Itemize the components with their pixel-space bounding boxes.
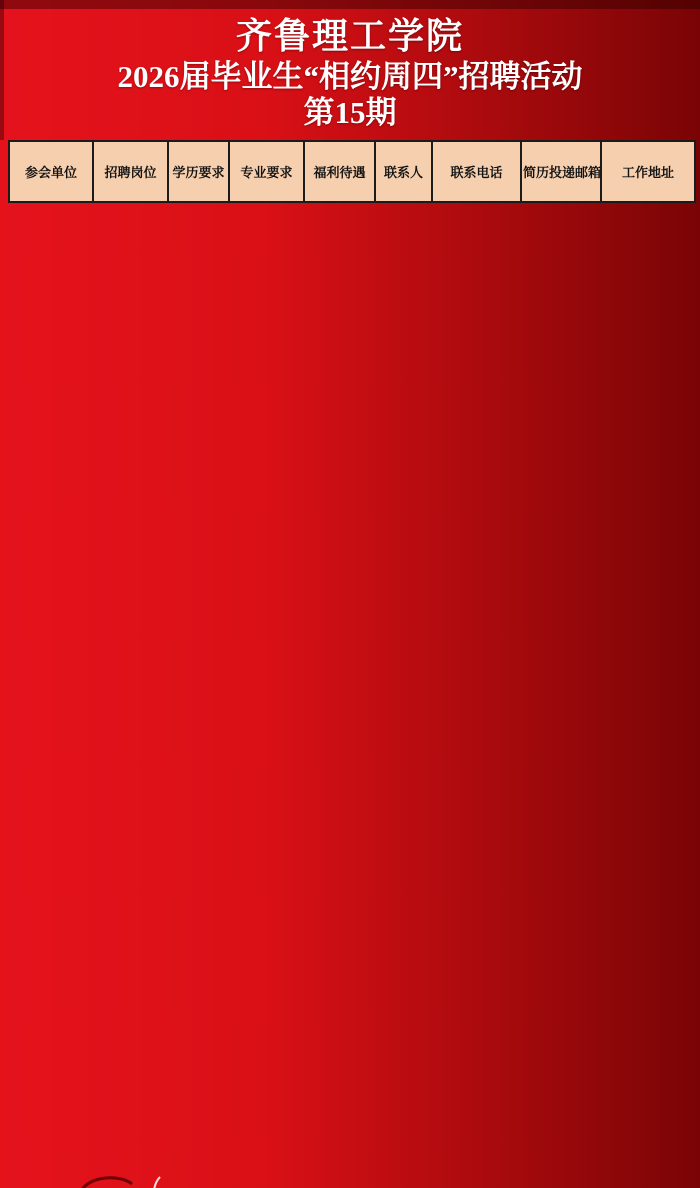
table-header-row — [9, 141, 695, 202]
event-issue: 第15期 — [303, 94, 397, 130]
column-header-6: 联系电话 — [432, 141, 521, 202]
column-header-7: 简历投递邮箱 — [521, 141, 601, 202]
poster-title-block — [0, 0, 700, 140]
decorative-swoosh — [68, 1174, 198, 1188]
event-name: 2026届毕业生“相约周四”招聘活动 — [117, 58, 583, 94]
school-name: 齐鲁理工学院 — [235, 16, 464, 56]
column-header-1: 招聘岗位 — [93, 141, 168, 202]
recruitment-table — [8, 140, 696, 203]
column-header-3: 专业要求 — [229, 141, 304, 202]
column-header-8: 工作地址 — [601, 141, 695, 202]
column-header-4: 福利待遇 — [304, 141, 375, 202]
column-header-2: 学历要求 — [168, 141, 229, 202]
column-header-5: 联系人 — [375, 141, 432, 202]
column-header-0: 参会单位 — [9, 141, 93, 202]
